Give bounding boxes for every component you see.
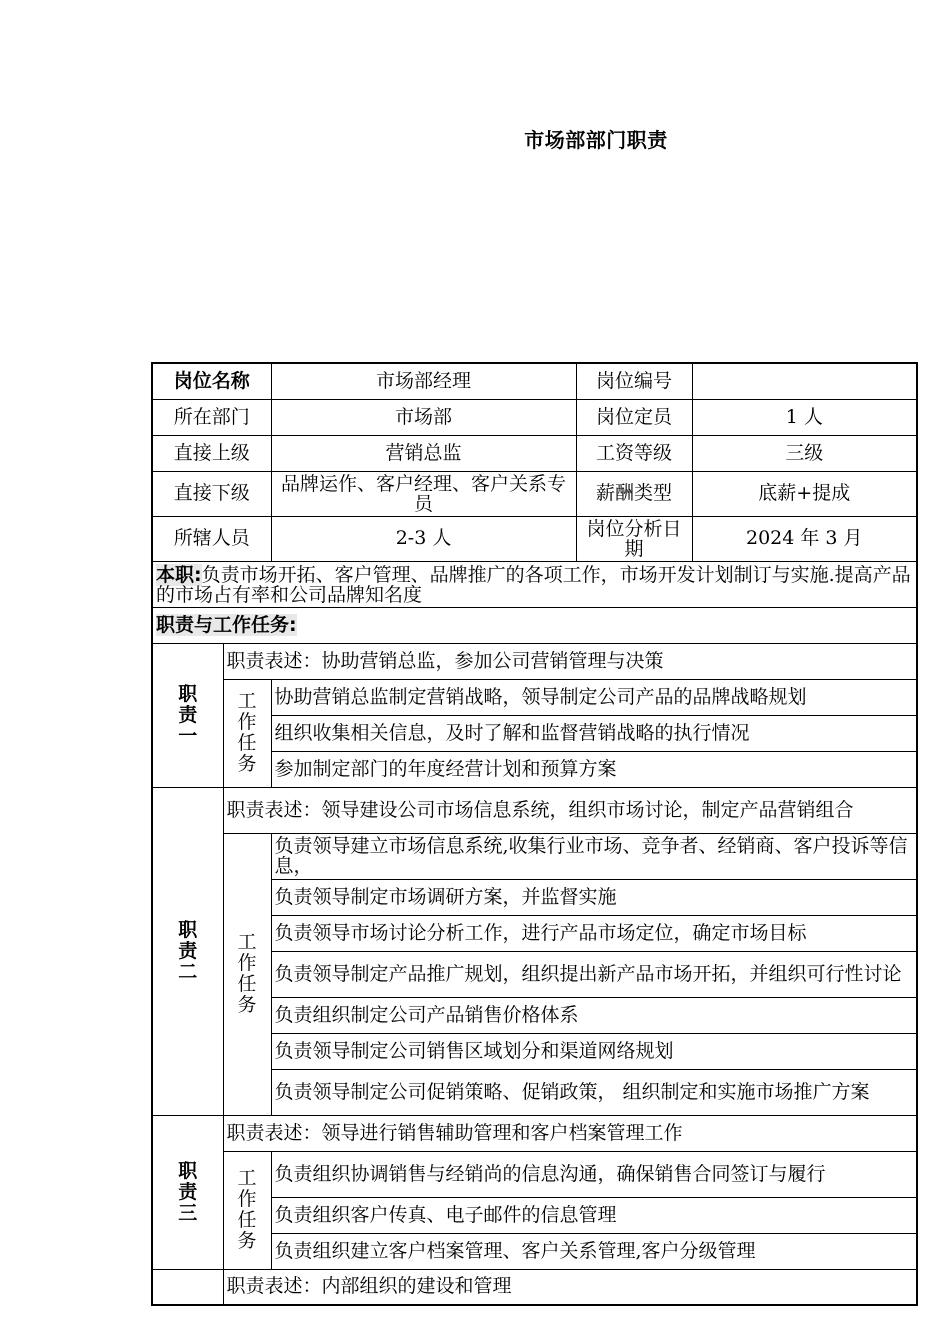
value-headcount: 1 人 (692, 399, 917, 435)
label-subordinates: 直接下级 (152, 471, 271, 516)
task-row (152, 1151, 917, 1197)
label-analysis-date: 岗位分析日期 (576, 516, 692, 561)
info-row (152, 363, 917, 399)
task-item: 负责领导制定公司促销策略、促销政策， 组织制定和实施市场推广方案 (271, 1069, 917, 1115)
task-item: 负责领导市场讨论分析工作，进行产品市场定位，确定市场目标 (271, 915, 917, 951)
summary-cell (152, 561, 917, 607)
task-item: 负责组织制定公司产品销售价格体系 (271, 997, 917, 1033)
duty-statement-row (152, 643, 917, 679)
value-analysis-date: 2024 年 3 月 (692, 516, 917, 561)
summary-text: 负责市场开拓、客户管理、品牌推广的各项工作，市场开发计划制订与实施.提高产品的市场占有率和公司品牌知名度 (156, 563, 911, 606)
section-title: 职责与工作任务: (156, 613, 297, 636)
job-description-table (151, 362, 918, 1306)
task-item: 负责组织协调销售与经销尚的信息沟通，确保销售合同签订与履行 (271, 1151, 917, 1197)
task-item: 参加制定部门的年度经营计划和预算方案 (271, 751, 917, 787)
value-department: 市场部 (271, 399, 576, 435)
task-item: 负责领导建立市场信息系统,收集行业市场、竞争者、经销商、客户投诉等信息， (271, 833, 917, 879)
task-item: 负责领导制定市场调研方案，并监督实施 (271, 879, 917, 915)
task-label: 工作任务 (223, 833, 271, 1115)
value-pay-type: 底薪+提成 (692, 471, 917, 516)
value-position-code (692, 363, 917, 399)
value-position-name: 市场部经理 (271, 363, 576, 399)
label-headcount: 岗位定员 (576, 399, 692, 435)
duty-statement: 职责表述：内部组织的建设和管理 (223, 1269, 917, 1305)
label-salary-grade: 工资等级 (576, 435, 692, 471)
duty-statement-row (152, 787, 917, 833)
summary-label: 本职: (156, 563, 202, 586)
task-row (152, 679, 917, 715)
duty-name: 职责三 (152, 1115, 223, 1269)
label-department: 所在部门 (152, 399, 271, 435)
task-row (152, 833, 917, 879)
info-row (152, 435, 917, 471)
label-position-code: 岗位编号 (576, 363, 692, 399)
duty-statement: 职责表述：协助营销总监，参加公司营销管理与决策 (223, 643, 917, 679)
task-item: 负责组织建立客户档案管理、客户关系管理,客户分级管理 (271, 1233, 917, 1269)
duty-name (152, 1269, 223, 1305)
task-label: 工作任务 (223, 1151, 271, 1269)
task-item: 负责组织客户传真、电子邮件的信息管理 (271, 1197, 917, 1233)
duty-name: 职责二 (152, 787, 223, 1115)
task-item: 协助营销总监制定营销战略，领导制定公司产品的品牌战略规划 (271, 679, 917, 715)
duty-name: 职责一 (152, 643, 223, 787)
duty-statement-row (152, 1115, 917, 1151)
label-staff: 所辖人员 (152, 516, 271, 561)
task-item: 负责领导制定产品推广规划，组织提出新产品市场开拓，并组织可行性讨论 (271, 951, 917, 997)
task-item: 组织收集相关信息，及时了解和监督营销战略的执行情况 (271, 715, 917, 751)
page-title: 市场部部门职责 (524, 128, 668, 152)
section-row (152, 607, 917, 643)
info-row (152, 471, 917, 516)
info-row (152, 399, 917, 435)
value-staff: 2-3 人 (271, 516, 576, 561)
label-supervisor: 直接上级 (152, 435, 271, 471)
info-row (152, 516, 917, 561)
section-cell (152, 607, 917, 643)
label-position-name: 岗位名称 (152, 363, 271, 399)
value-subordinates: 品牌运作、客户经理、客户关系专员 (271, 471, 576, 516)
duty-statement: 职责表述：领导进行销售辅助管理和客户档案管理工作 (223, 1115, 917, 1151)
value-salary-grade: 三级 (692, 435, 917, 471)
label-pay-type: 薪酬类型 (576, 471, 692, 516)
duty-statement-row (152, 1269, 917, 1305)
duty-statement: 职责表述：领导建设公司市场信息系统，组织市场讨论，制定产品营销组合 (223, 787, 917, 833)
task-item: 负责领导制定公司销售区域划分和渠道网络规划 (271, 1033, 917, 1069)
task-label: 工作任务 (223, 679, 271, 787)
summary-row (152, 561, 917, 607)
value-supervisor: 营销总监 (271, 435, 576, 471)
